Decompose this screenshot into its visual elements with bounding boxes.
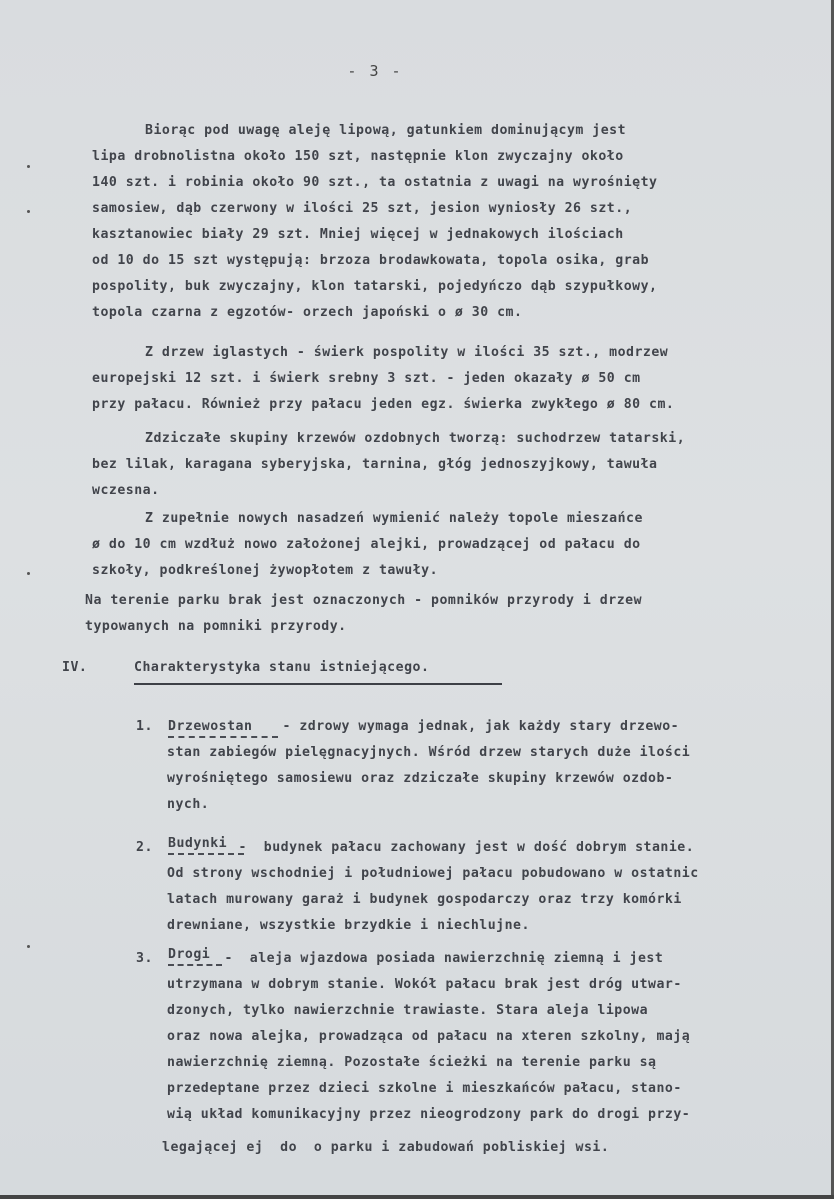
- text-line: wczesna.: [92, 483, 160, 498]
- text-line: przedeptane przez dzieci szkolne i mieszkańców pałacu, stano-: [167, 1081, 682, 1096]
- section-title-underline: [134, 683, 502, 685]
- text-line: typowanych na pomniki przyrody.: [85, 619, 347, 634]
- text-line: Biorąc pod uwagę aleję lipową, gatunkiem dominującym jest: [145, 123, 627, 138]
- text-line: samosiew, dąb czerwony w ilości 25 szt, jesion wyniosły 26 szt.,: [92, 201, 633, 216]
- text-line: Na terenie parku brak jest oznaczonych - pomników przyrody i drzew: [85, 593, 643, 608]
- item-number: 2.: [136, 840, 153, 855]
- text-line: bez lilak, karagana syberyjska, tarnina, głóg jednoszyjkowy, tawuła: [92, 457, 658, 472]
- text-line: 140 szt. i robinia około 90 szt., ta ostatnia z uwagi na wyrośnięty: [92, 175, 658, 190]
- margin-mark: [27, 572, 30, 575]
- text-line: nych.: [167, 797, 210, 812]
- text-line: przy pałacu. Również przy pałacu jeden egz. świerka zwykłego ø 80 cm.: [92, 397, 675, 412]
- text-line: dzonych, tylko nawierzchnie trawiaste. Stara aleja lipowa: [167, 1003, 649, 1018]
- item-term: Drzewostan: [168, 719, 253, 734]
- page-edge-bottom: [0, 1195, 834, 1199]
- margin-mark: [27, 210, 30, 213]
- text-line: utrzymana w dobrym stanie. Wokół pałacu brak jest dróg utwar-: [167, 977, 682, 992]
- text-line: nawierzchnię ziemną. Pozostałe ścieżki na terenie parku są: [167, 1055, 657, 1070]
- text-line: - budynek pałacu zachowany jest w dość dobrym stanie.: [230, 840, 695, 855]
- text-line: lipa drobnolistna około 150 szt, następnie klon zwyczajny około: [92, 149, 624, 164]
- page-number: - 3 -: [347, 62, 403, 80]
- text-line: Z drzew iglastych - świerk pospolity w ilości 35 szt., modrzew: [145, 345, 669, 360]
- text-line: pospolity, buk zwyczajny, klon tatarski, pojedyńczo dąb szypułkowy,: [92, 279, 658, 294]
- section-title: Charakterystyka stanu istniejącego.: [134, 660, 430, 675]
- item-term: Drogi: [168, 947, 211, 962]
- text-line: ø do 10 cm wzdłuż nowo założonej alejki, prowadzącej od pałacu do: [92, 537, 641, 552]
- item-term-underline: [168, 736, 278, 738]
- text-line: legającej ej do o parku i zabudowań pobliskiej wsi.: [162, 1140, 610, 1155]
- text-line: - aleja wjazdowa posiada nawierzchnię ziemną i jest: [216, 951, 664, 966]
- text-line: kasztanowiec biały 29 szt. Mniej więcej w jednakowych ilościach: [92, 227, 624, 242]
- text-line: - zdrowy wymaga jednak, jak każdy stary drzewo-: [274, 719, 680, 734]
- text-line: topola czarna z egzotów- orzech japoński o ø 30 cm.: [92, 305, 523, 320]
- text-line: wią układ komunikacyjny przez nieogrodzony park do drogi przy-: [167, 1107, 691, 1122]
- text-line: latach murowany garaż i budynek gospodarczy oraz trzy komórki: [167, 892, 682, 907]
- text-line: europejski 12 szt. i świerk srebny 3 szt. - jeden okazały ø 50 cm: [92, 371, 641, 386]
- section-numeral: IV.: [62, 660, 88, 675]
- item-number: 1.: [136, 719, 153, 734]
- item-term-underline: [168, 964, 222, 966]
- margin-mark: [27, 165, 30, 168]
- text-line: wyrośniętego samosiewu oraz zdziczałe skupiny krzewów ozdob-: [167, 771, 674, 786]
- text-line: od 10 do 15 szt występują: brzoza brodawkowata, topola osika, grab: [92, 253, 650, 268]
- item-number: 3.: [136, 951, 153, 966]
- text-line: stan zabiegów pielęgnacyjnych. Wśród drzew starych duże ilości: [167, 745, 691, 760]
- margin-mark: [27, 945, 30, 948]
- text-line: Z zupełnie nowych nasadzeń wymienić należy topole mieszańce: [145, 511, 643, 526]
- text-line: Od strony wschodniej i południowej pałacu pobudowano w ostatnic: [167, 866, 699, 881]
- text-line: oraz nowa alejka, prowadząca od pałacu na xteren szkolny, mają: [167, 1029, 691, 1044]
- item-term: Budynki: [168, 836, 228, 851]
- text-line: drewniane, wszystkie brzydkie i niechlujne.: [167, 918, 530, 933]
- text-line: Zdziczałe skupiny krzewów ozdobnych tworzą: suchodrzew tatarski,: [145, 431, 686, 446]
- text-line: szkoły, podkreślonej żywopłotem z tawuły.: [92, 563, 439, 578]
